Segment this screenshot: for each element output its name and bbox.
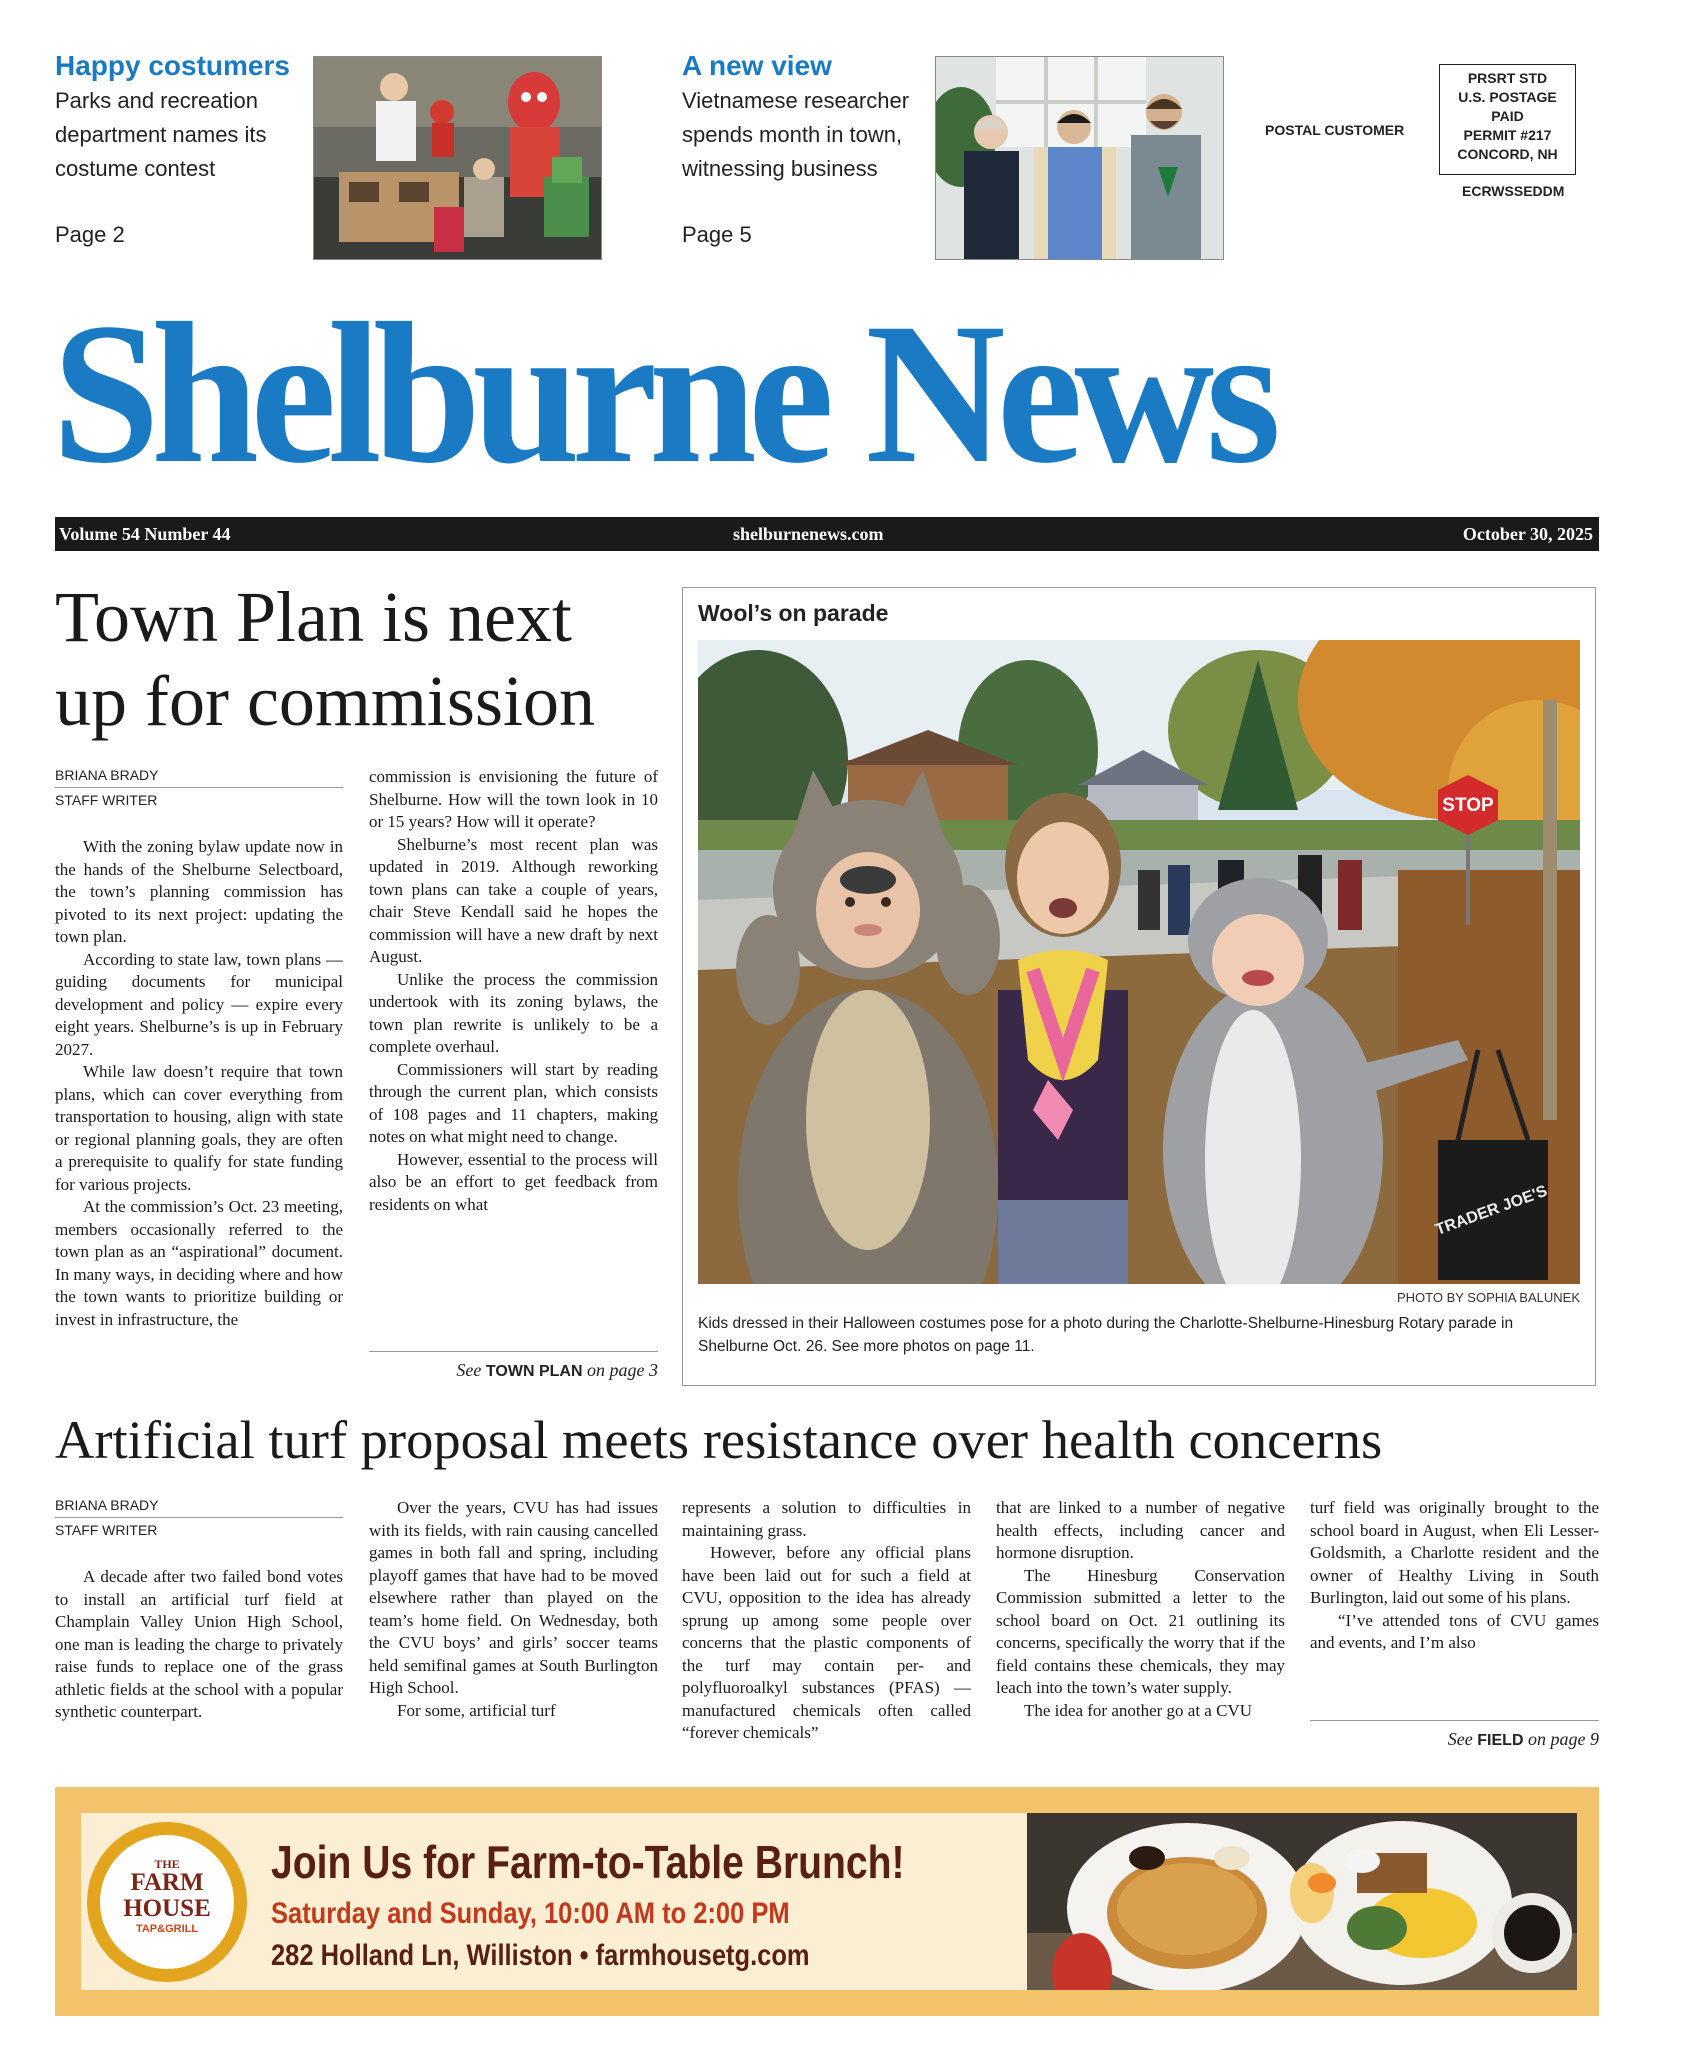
teaser-photo-costumes[interactable]: [313, 56, 602, 260]
paragraph: For some, artificial turf: [397, 1700, 556, 1720]
teaser-desc-line: department names its: [55, 122, 267, 147]
teaser-2[interactable]: [682, 50, 932, 260]
logo-the: THE: [154, 1857, 180, 1871]
postage-indicia: [1439, 64, 1576, 175]
photo-caption: Kids dressed in their Halloween costumes pose for a photo during the Charlotte-Shelburne-Hinesburg Rotary parade in Shelburne Oct. 26. See more photos on page 11.: [698, 1315, 1514, 1355]
headline-line: up for commission: [55, 661, 595, 741]
paragraph: With the zoning bylaw update now in the hands of the Shelburne Selectboard, the town’s planning commission has pivoted to its next project: updating the town plan.: [55, 837, 343, 946]
article-headline[interactable]: [55, 575, 695, 743]
teaser-desc-line: witnessing business: [682, 156, 878, 181]
photo-label: Wool’s on parade: [698, 600, 889, 626]
byline-author: BRIANA BRADY: [55, 1493, 343, 1518]
ad-address: 282 Holland Ln, Williston • farmhousetg.com: [271, 1939, 810, 1972]
jump-page: on page 9: [1528, 1729, 1599, 1749]
paragraph: A decade after two failed bond votes to install an artificial turf field at Champlain Valley Union High School, one man is leading the charge to privately raise funds to replace one of the grass athletic fields at the school with a popular synthetic counterpart.: [55, 1567, 343, 1721]
teaser-desc-line: spends month in town,: [682, 122, 903, 147]
byline: [55, 763, 343, 812]
paragraph: turf field was originally brought to the school board in August, when Eli Lesser-Goldsmith, a Charlotte resident and the owner of Healthy Living in South Burlington, laid out some of his plans.: [1310, 1498, 1599, 1607]
costume-photo-illustration: [314, 57, 601, 259]
paragraph: The idea for another go at a CVU: [1024, 1700, 1252, 1720]
article-column: [682, 1497, 971, 1745]
paragraph: At the commission’s Oct. 23 meeting, members occasionally referred to the town plan as an “aspirational” document. In many ways, in deciding where and how the town wants to prioritize building or invest in infrastructure, the: [55, 1197, 343, 1329]
jump-divider: [369, 1351, 658, 1352]
paragraph: Shelburne’s most recent plan was updated in 2019. Although reworking town plans can take a couple of years, chair Steve Kendall said he hopes the commission will have a new draft by next August.: [369, 834, 658, 966]
postage-line: CONCORD, NH: [1457, 146, 1558, 162]
paragraph: However, before any official plans have been laid out for such a field at CVU, opposition to the idea has already sprung up among some people over concerns that the plastic components of the turf may contain per- and polyfluoroalkyl substances (PFAS) — manufactured chemicals often called “forever chemicals”: [682, 1543, 971, 1742]
volume-number: Volume 54 Number 44: [59, 524, 231, 544]
postage-line: U.S. POSTAGE: [1458, 89, 1557, 105]
jump-page: on page 3: [587, 1360, 658, 1380]
article-column: [996, 1497, 1285, 1722]
advertisement-banner[interactable]: [55, 1787, 1599, 2016]
byline-author: BRIANA BRADY: [55, 763, 343, 788]
article-column: [1310, 1497, 1599, 1655]
jump-see: See: [1447, 1729, 1473, 1749]
feature-photo[interactable]: [698, 640, 1580, 1284]
postage-line: PERMIT #217: [1463, 127, 1552, 143]
postage-line: PRSRT STD: [1467, 70, 1548, 86]
brunch-photo-illustration: [1027, 1813, 1577, 1990]
paragraph: According to state law, town plans — guiding documents for municipal development and policy — expire every eight years. Shelburne’s is up in February 2027.: [55, 949, 343, 1059]
researcher-photo-illustration: [936, 57, 1223, 259]
teaser-desc-line: Vietnamese researcher: [682, 88, 910, 113]
ad-hours: Saturday and Sunday, 10:00 AM to 2:00 PM: [271, 1897, 790, 1930]
feature-photo-box: [682, 587, 1596, 1386]
photo-credit: PHOTO BY SOPHIA BALUNEK: [1396, 1290, 1580, 1305]
paragraph: While law doesn’t require that town plans, which can cover everything from transportation to housing, align with state or regional planning goals, they are often a prerequisite to qualify for state funding for various projects.: [55, 1062, 343, 1194]
postal-customer-label: POSTAL CUSTOMER: [1265, 122, 1405, 138]
postage-line: PAID: [1491, 108, 1524, 124]
teaser-1[interactable]: [55, 50, 305, 260]
ad-food-photo: [1027, 1813, 1577, 1990]
farmhouse-logo: [87, 1822, 247, 1982]
jump-target: FIELD: [1477, 1732, 1524, 1749]
paragraph: commission is envisioning the future of Shelburne. How will the town look in 10 or 15 years? How will it operate?: [369, 767, 658, 831]
teaser-page-ref: Page 5: [682, 222, 752, 247]
article-column: [55, 1566, 343, 1724]
logo-farm: FARM: [130, 1869, 204, 1896]
ad-headline: Join Us for Farm-to-Table Brunch!: [271, 1836, 905, 1888]
paragraph: Commissioners will start by reading through the current plan, which consists of 108 pages and 11 chapters, making notes on what might need to change.: [369, 1059, 658, 1146]
paragraph: “I’ve attended tons of CVU games and events, and I’m also: [1310, 1610, 1599, 1652]
postal-route-code: ECRWSSEDDM: [1462, 183, 1565, 199]
jump-divider: [1310, 1720, 1599, 1721]
byline-role: STAFF WRITER: [55, 792, 158, 808]
teaser-page-ref: Page 2: [55, 222, 125, 247]
teaser-headline: A new view: [682, 50, 832, 81]
teaser-photo-researcher[interactable]: [935, 56, 1224, 260]
byline: [55, 1493, 343, 1542]
stop-sign-text: STOP: [1442, 795, 1494, 816]
jump-target: TOWN PLAN: [485, 1363, 583, 1380]
tote-bag-text: TRADER JOE'S: [1433, 1182, 1550, 1239]
teaser-description: [682, 84, 932, 186]
folio-bar: [55, 517, 1599, 551]
article-column: [369, 766, 658, 1216]
paragraph: The Hinesburg Conservation Commission submitted a letter to the school board on Oct. 21 outlining its concerns, specifically the worry that if the field contains these chemicals, they may leach into the town’s water supply.: [996, 1565, 1285, 1697]
issue-date: October 30, 2025: [1462, 524, 1593, 544]
byline-role: STAFF WRITER: [55, 1522, 158, 1538]
logo-subtitle: TAP&GRILL: [135, 1923, 199, 1935]
paragraph: represents a solution to difficulties in maintaining grass.: [682, 1498, 971, 1540]
jump-link-town-plan[interactable]: [369, 1360, 658, 1381]
paragraph: Over the years, CVU has had issues with its fields, with rain causing cancelled games in both fall and spring, including playoff games that have had to be moved elsewhere rather than played on the team’s home field. On Wednesday, both the CVU boys’ and girls’ soccer teams held semifinal games at South Burlington High School.: [369, 1498, 658, 1697]
article-column: [55, 836, 343, 1331]
article-column: [369, 1497, 658, 1722]
ad-panel: [81, 1813, 1577, 1990]
jump-see: See: [456, 1360, 482, 1380]
newspaper-nameplate[interactable]: Shelburne News: [52, 281, 1273, 505]
teaser-desc-line: costume contest: [55, 156, 216, 181]
teaser-desc-line: Parks and recreation: [55, 88, 258, 113]
parade-photo-illustration: [698, 640, 1580, 1284]
teaser-headline: Happy costumers: [55, 50, 290, 81]
logo-house: HOUSE: [123, 1895, 211, 1922]
website-link[interactable]: shelburnenews.com: [733, 524, 884, 544]
article-headline[interactable]: Artificial turf proposal meets resistance over health concerns: [55, 1409, 1383, 1470]
paragraph: However, essential to the process will also be an effort to get feedback from residents on what: [369, 1149, 658, 1214]
jump-link-field[interactable]: [1310, 1729, 1599, 1750]
paragraph: that are linked to a number of negative health effects, including cancer and hormone disruption.: [996, 1498, 1285, 1562]
paragraph: Unlike the process the commission undertook with its zoning bylaws, the town plan rewrite is unlikely to be a complete overhaul.: [369, 969, 658, 1056]
headline-line: Town Plan is next: [55, 577, 572, 657]
teaser-description: [55, 84, 305, 186]
